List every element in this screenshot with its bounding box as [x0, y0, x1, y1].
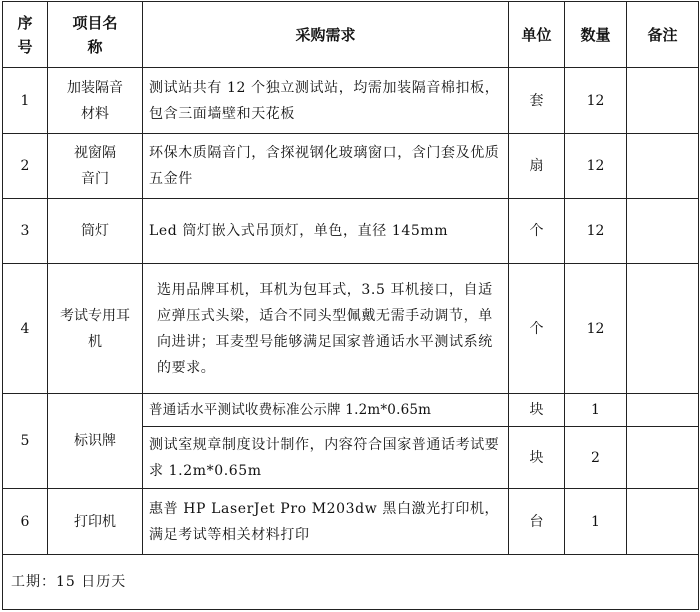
cell-requirements: 惠普 HP LaserJet Pro M203dw 黑白激光打印机，满足考试等相关材料打印 — [143, 489, 509, 555]
cell-quantity: 2 — [565, 427, 627, 489]
cell-quantity: 12 — [565, 264, 627, 394]
table-row — [3, 394, 699, 427]
cell-name: 加装隔音材料 — [48, 68, 143, 134]
cell-seq: 5 — [3, 394, 48, 489]
cell-unit: 扇 — [509, 134, 565, 199]
table-row — [3, 134, 699, 199]
header-row — [3, 2, 699, 68]
cell-quantity: 1 — [565, 489, 627, 555]
cell-seq: 3 — [3, 199, 48, 264]
table-row — [3, 264, 699, 394]
cell-seq: 1 — [3, 68, 48, 134]
cell-requirements: Led 筒灯嵌入式吊顶灯，单色，直径 145mm — [143, 199, 509, 264]
header-name: 项目名称 — [48, 2, 143, 68]
header-unit: 单位 — [509, 2, 565, 68]
cell-quantity: 1 — [565, 394, 627, 427]
cell-quantity: 12 — [565, 199, 627, 264]
cell-name: 考试专用耳机 — [48, 264, 143, 394]
cell-quantity: 12 — [565, 134, 627, 199]
cell-unit: 套 — [509, 68, 565, 134]
cell-note — [627, 68, 699, 134]
table-row — [3, 68, 699, 134]
cell-note — [627, 199, 699, 264]
cell-unit: 台 — [509, 489, 565, 555]
cell-name: 标识牌 — [48, 394, 143, 489]
cell-requirements: 测试室规章制度设计制作，内容符合国家普通话考试要求 1.2m*0.65m — [143, 427, 509, 489]
cell-seq: 4 — [3, 264, 48, 394]
cell-seq: 2 — [3, 134, 48, 199]
table-row — [3, 489, 699, 555]
cell-requirements: 环保木质隔音门，含探视钢化玻璃窗口，含门套及优质五金件 — [143, 134, 509, 199]
cell-unit: 块 — [509, 427, 565, 489]
cell-note — [627, 264, 699, 394]
cell-quantity: 12 — [565, 68, 627, 134]
cell-requirements: 选用品牌耳机，耳机为包耳式，3.5 耳机接口，自适应弹压式头梁，适合不同头型佩戴无需手动调节，单向进讲；耳麦型号能够满足国家普通话水平测试系统的要求。 — [143, 264, 509, 394]
cell-name: 视窗隔音门 — [48, 134, 143, 199]
procurement-table-container — [2, 1, 698, 610]
header-seq: 序号 — [3, 2, 48, 68]
footer-row — [3, 555, 699, 610]
cell-name: 打印机 — [48, 489, 143, 555]
header-quantity: 数量 — [565, 2, 627, 68]
cell-note — [627, 134, 699, 199]
cell-unit: 个 — [509, 264, 565, 394]
cell-note — [627, 427, 699, 489]
header-note: 备注 — [627, 2, 699, 68]
cell-name: 筒灯 — [48, 199, 143, 264]
cell-unit: 块 — [509, 394, 565, 427]
cell-note — [627, 489, 699, 555]
cell-unit: 个 — [509, 199, 565, 264]
cell-seq: 6 — [3, 489, 48, 555]
table-row — [3, 199, 699, 264]
cell-requirements: 普通话水平测试收费标准公示牌 1.2m*0.65m — [143, 394, 509, 427]
cell-note — [627, 394, 699, 427]
construction-period: 工期：15 日历天 — [3, 555, 699, 610]
cell-requirements: 测试站共有 12 个独立测试站，均需加装隔音棉扣板，包含三面墙壁和天花板 — [143, 68, 509, 134]
header-requirements: 采购需求 — [143, 2, 509, 68]
procurement-table — [2, 1, 699, 610]
